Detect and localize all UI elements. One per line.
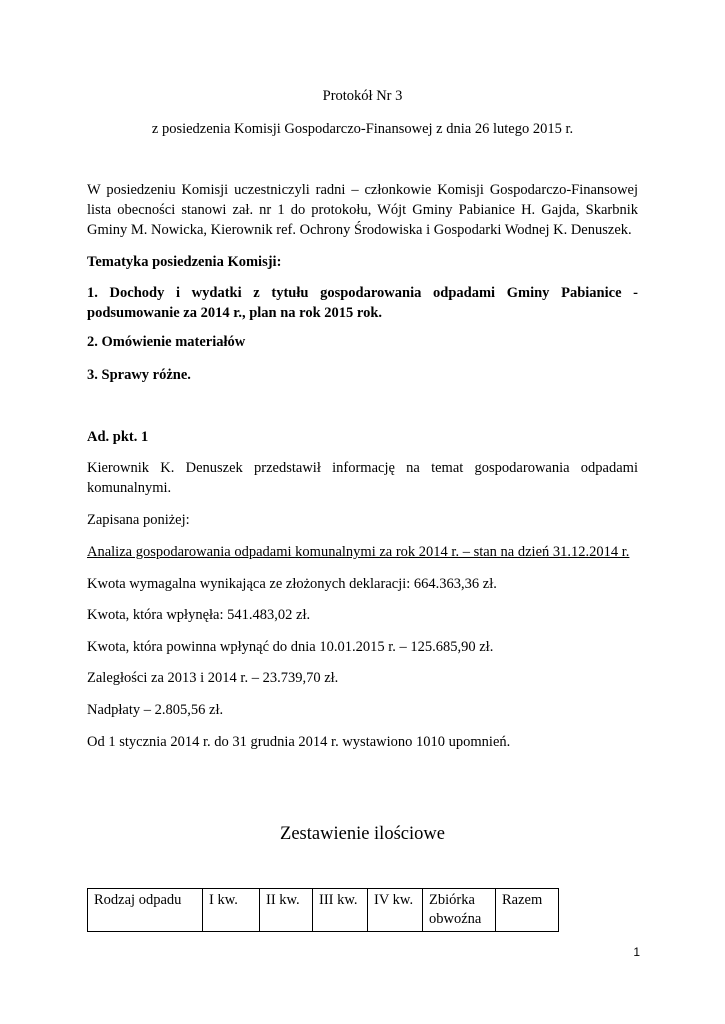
table-header-cell: II kw. [260, 889, 313, 932]
intro-paragraph: W posiedzeniu Komisji uczestniczyli radni – członkowie Komisji Gospodarczo-Finansowej lista obecności stanowi zał. nr 1 do protokołu, Wójt Gminy Pabianice H. Gajda, Skarbnik Gminy M. Nowicka, Kierownik ref. Ochrony Środowiska i Gospodarki Wodnej K. Denuszek. [87, 182, 638, 238]
table-header-cell: Rodzaj odpadu [88, 889, 203, 932]
section-1-note: Zapisana poniżej: [87, 512, 190, 528]
quantity-table [87, 888, 559, 932]
agenda-item-1: 1. Dochody i wydatki z tytułu gospodarowania odpadami Gminy Pabianice - podsumowanie za 2014 r., plan na rok 2015 rok. [87, 285, 638, 321]
section-1-paragraph: Kierownik K. Denuszek przedstawił informację na temat gospodarowania odpadami komunalnymi. [87, 460, 638, 496]
amount-expected-line: Kwota, która powinna wpłynąć do dnia 10.01.2015 r. – 125.685,90 zł. [87, 639, 494, 655]
arrears-line: Zaległości za 2013 i 2014 r. – 23.739,70 zł. [87, 670, 339, 686]
page-number: 1 [633, 945, 640, 959]
agenda-item-3: 3. Sprawy różne. [87, 367, 191, 383]
analysis-title: Analiza gospodarowania odpadami komunalnymi za rok 2014 r. – stan na dzień 31.12.2014 r. [87, 544, 630, 560]
agenda-item-2: 2. Omówienie materiałów [87, 334, 246, 350]
summary-heading: Zestawienie ilościowe [280, 824, 445, 844]
amount-due-line: Kwota wymagalna wynikająca ze złożonych deklaracji: 664.363,36 zł. [87, 576, 497, 592]
protocol-title: Protokół Nr 3 [322, 88, 403, 104]
table-header-cell: Razem [496, 889, 559, 932]
section-1-heading: Ad. pkt. 1 [87, 429, 149, 445]
table-header-cell: IV kw. [368, 889, 423, 932]
agenda-heading: Tematyka posiedzenia Komisji: [87, 254, 282, 270]
table-header-row [88, 889, 559, 932]
table-header-cell: Zbiórka obwoźna [423, 889, 496, 932]
reminders-line: Od 1 stycznia 2014 r. do 31 grudnia 2014 r. wystawiono 1010 upomnień. [87, 734, 511, 750]
overpayments-line: Nadpłaty – 2.805,56 zł. [87, 702, 224, 718]
table-header-cell: I kw. [203, 889, 260, 932]
amount-received-line: Kwota, która wpłynęła: 541.483,02 zł. [87, 607, 311, 623]
protocol-subtitle: z posiedzenia Komisji Gospodarczo-Finansowej z dnia 26 lutego 2015 r. [151, 121, 574, 137]
table-header-cell: III kw. [313, 889, 368, 932]
